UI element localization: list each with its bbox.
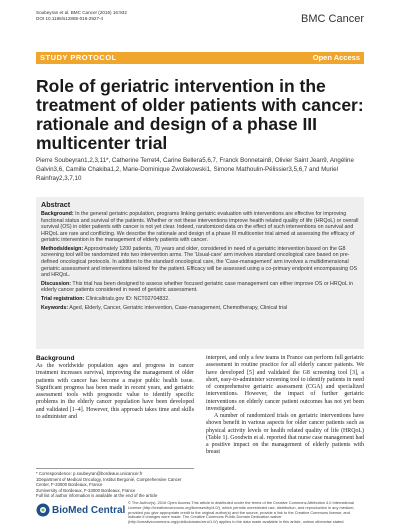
body-column-left: [36, 355, 194, 421]
publisher-logo-text: BioMed Central: [52, 504, 126, 516]
license-text: © The Author(s). 2016 Open Access This article is distributed under the terms of the Creative Commons Attribution 4.0 International License (http://creativecommons.org/licenses/by/4.0/), which permits unrestricted use, distribution, and reproduction in any medium, provided you give appropriate credit to the original author(s) and the source, provide a link to the Creative Commons license, and indicate if changes were made. The Creative Commons Public Domain Dedication waiver (http://creativecommons.org/publicdomain/zero/1.0/) applies to the data made available in this article, unless otherwise stated.: [128, 500, 355, 525]
affiliation: 2University of Bordeaux, F-33000 Bordeaux, France: [36, 487, 136, 493]
background-heading: Background: [36, 355, 75, 362]
doi-line: DOI 10.1186/s12885-016-2927-4: [36, 16, 104, 21]
abstract-heading: Abstract: [41, 200, 71, 209]
correspondence-email[interactable]: * Correspondence: p.soubeyran@bordeaux.unicancer.fr: [36, 471, 143, 476]
affiliation: 1Department of Medical Oncology, Institut Bergonié, Comprehensive Cancer Center, F-33000 Bordeaux, France: [36, 476, 182, 488]
open-access-label: Open Access: [312, 53, 360, 62]
publisher-logo: [36, 503, 125, 517]
footnotes: [36, 468, 194, 499]
author-info-note: Full list of author information is available at the end of the article: [36, 493, 158, 499]
trial-registration-label: Trial registration:: [41, 296, 85, 303]
abstract-discussion-label: Discussion:: [41, 280, 72, 287]
abstract-background-label: Background:: [41, 211, 74, 217]
abstract-box: [36, 197, 364, 349]
body-column-right: [206, 355, 364, 457]
journal-name: BMC Cancer: [301, 13, 364, 25]
body-paragraph: As the worldwide population ages and progress in cancer treatment increases survival, improving the management of older patients with cancer has become a major public health issue. Significant progress has been made in recent years, and geriatric assessment tools with prognostic value to identify specific problems in the elderly cancer population have been developed and validated [1–4]. However, this approach takes time and skills to administer and: [36, 363, 194, 420]
abstract-background: [41, 211, 359, 244]
abstract-discussion: [41, 281, 359, 294]
biomed-central-logo-icon: [36, 503, 50, 517]
citation-header: [36, 10, 256, 22]
abstract-body: [41, 211, 359, 314]
trial-registration-text: Clinicaltrials.gov ID: NCT02704832.: [85, 296, 170, 303]
article-type-banner: [36, 52, 364, 64]
abstract-background-text: In the general geriatric population, programs linking geriatric evaluation with interventions are effective for improving functional status and survival of the patients. Whether or not these interventions improve health related quality of life (HRQoL) or overall survival (OS) in older patients with cancer is not yet clear. Indeed, randomized data on the effect of such interventions on survival and HRQoL are rare and conflicting. We describe the rationale and design of a phase III multicenter trial aimed at assessing the efficacy of geriatric intervention in the management of elderly patients with cancer.: [41, 211, 359, 244]
body-paragraph: interpret, and only a few teams in France can perform full geriatric assessment in routine practice for all elderly cancer patients. We have developed [5] and validated the G8 screening tool [3], a short, easy-to-administer screening tool to identify patients in need of comprehensive geriatric assessment (CGA) and specialized interventions. However, the impact of further geriatric interventions on elderly cancer patient outcomes has not yet been investigated.: [206, 355, 364, 412]
abstract-methods: [41, 246, 359, 279]
abstract-methods-text: Approximately 1200 patients, 70 years and older, considered in need of a geriatric intervention based on the G8 screening tool will be randomized into two intervention arms. The 'Usual-care' arm involves standard oncological care based on pre-defined oncological protocols. In addition to the standard oncological care, the 'Case-management' arm involves a multidimensional geriatric assessment and interventions tailored for the patient. Efficacy will be assessed using a co-primary endpoint encompassing OS and HRQoL.: [41, 245, 358, 279]
body-paragraph: A number of randomized trials on geriatric interventions have shown benefit in various aspects for older cancer patients such as physical activity levels or health related quality of life (HRQoL) (Table 1). Goodwin et al. reported that nurse case management had a positive impact on the management of elderly patients with breast: [206, 413, 364, 456]
author-list: Pierre Soubeyran1,2,3,11*, Catherine Terret4, Carine Bellera5,6,7, Franck Bonnetain8, Olivier Saint Jean9, Angéline Galvin3,6, Camille Chakiba1,2, Marie-Dominique Zwolakowski1, Simone Mathoulin-Pélissier3,5,6,7 and Muriel Rainfray2,3,7,10: [36, 157, 354, 182]
abstract-methods-label: Methods/design:: [41, 245, 84, 252]
abstract-trial-registration: [41, 296, 359, 303]
keywords-text: Aged, Elderly, Cancer, Geriatric intervention, Case-management, Chemotherapy, Clinical trial: [69, 304, 288, 311]
abstract-keywords: [41, 305, 359, 312]
article-type-label: STUDY PROTOCOL: [40, 53, 117, 62]
citation-line: Soubeyran et al. BMC Cancer (2016) 16:932: [36, 10, 127, 15]
article-title: Role of geriatric intervention in the treatment of older patients with cancer: rationale and design of a phase III multicenter trial: [36, 76, 364, 153]
keywords-label: Keywords:: [41, 304, 69, 311]
abstract-discussion-text: This trial has been designed to assess whether focused geriatric case management can either improve OS or HRQoL in elderly cancer patients considered in need of geriatric assessment.: [41, 280, 354, 294]
